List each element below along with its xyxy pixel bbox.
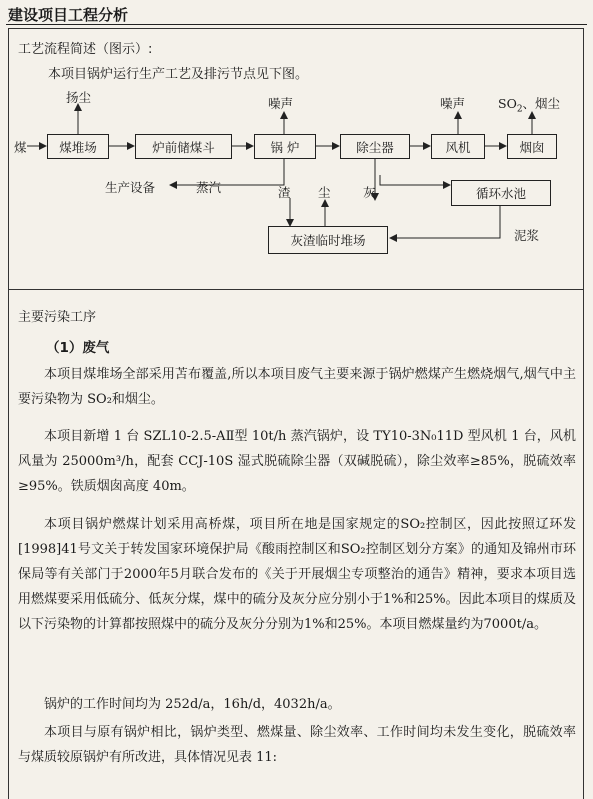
paragraph-3: 本项目锅炉燃煤计划采用高桥煤，项目所在地是国家规定的SO₂控制区，因此按照辽环发[1998]41号文关于转发国家环境保护局《酸雨控制区和SO₂控制区划分方案》的通知及锦州市环保局等有关部门于2000年5月联合发布的《关于开展烟尘专项整治的通告》精神，要求本项目选用燃煤要采用低硫分、低灰分煤，煤中的硫分及灰分应分别小于1%和25%。因此本项目的煤质及以下污染物的计算都按照煤中的硫分及灰分分别为1%和25%。本项目燃煤量约为7000t/a。 <box>18 517 576 632</box>
label-production-equipment: 生产设备 <box>105 180 156 195</box>
paragraph-1: 本项目煤堆场全部采用苫布覆盖,所以本项目废气主要来源于锅炉燃煤产生燃烧烟气,烟气中主要污染物为 SO₂和烟尘。 <box>18 367 576 407</box>
node-chimney: 烟囱 <box>507 134 557 159</box>
arrow-to-pool <box>380 175 450 185</box>
label-dust-raise: 扬尘 <box>66 90 92 105</box>
section-divider <box>8 289 584 290</box>
label-ash: 灰 <box>363 185 376 200</box>
label-sludge: 泥浆 <box>514 228 540 243</box>
arrow-sludge <box>390 206 500 238</box>
node-circulating-pool: 循环水池 <box>451 180 551 206</box>
node-boiler: 锅 炉 <box>254 134 316 159</box>
paragraph-5: 本项目与原有锅炉相比，锅炉类型、燃煤量、除尘效率、工作时间均未发生变化，脱硫效率与煤质较原锅炉有所改进，具体情况见表 11: <box>18 725 576 765</box>
node-fan: 风机 <box>431 134 485 159</box>
node-ash-yard: 灰渣临时堆场 <box>268 226 388 254</box>
process-flow-diagram <box>0 0 593 290</box>
page-title: 建设项目工程分析 <box>8 6 129 24</box>
process-heading: 工艺流程简述（图示）: <box>18 42 153 57</box>
label-steam: 蒸汽 <box>196 180 222 195</box>
node-dust-collector: 除尘器 <box>340 134 410 159</box>
pollution-heading: 主要污染工序 <box>18 310 97 325</box>
arrow-steam <box>170 158 284 185</box>
process-intro: 本项目锅炉运行生产工艺及排污节点见下图。 <box>48 67 309 82</box>
label-slag: 渣 <box>278 185 291 200</box>
label-so2-dust: $SO_2$、烟尘 <box>498 96 561 115</box>
label-noise-fan: 噪声 <box>440 96 466 111</box>
paragraph-2: 本项目新增 1 台 SZL10-2.5-AⅡ型 10t/h 蒸汽锅炉，设 TY10-3N₀11D 型风机 1 台，风机风量为 25000m³/h，配套 CCJ-10S 湿式脱硫除尘器（双碱脱硫），除尘效率≥85%，脱硫效率≥95%。铁质烟囱高度 40m。 <box>18 429 576 494</box>
node-coal-yard: 煤堆场 <box>47 134 109 159</box>
pollution-subheading: （1）废气 <box>46 340 110 356</box>
paragraph-4: 锅炉的工作时间均为 252d/a，16h/d，4032h/a。 <box>44 697 341 712</box>
node-pre-furnace-hopper: 炉前储煤斗 <box>135 134 232 159</box>
label-dust: 尘 <box>318 185 331 200</box>
node-coal-label: 煤 <box>14 140 27 155</box>
label-noise-boiler: 噪声 <box>268 96 294 111</box>
